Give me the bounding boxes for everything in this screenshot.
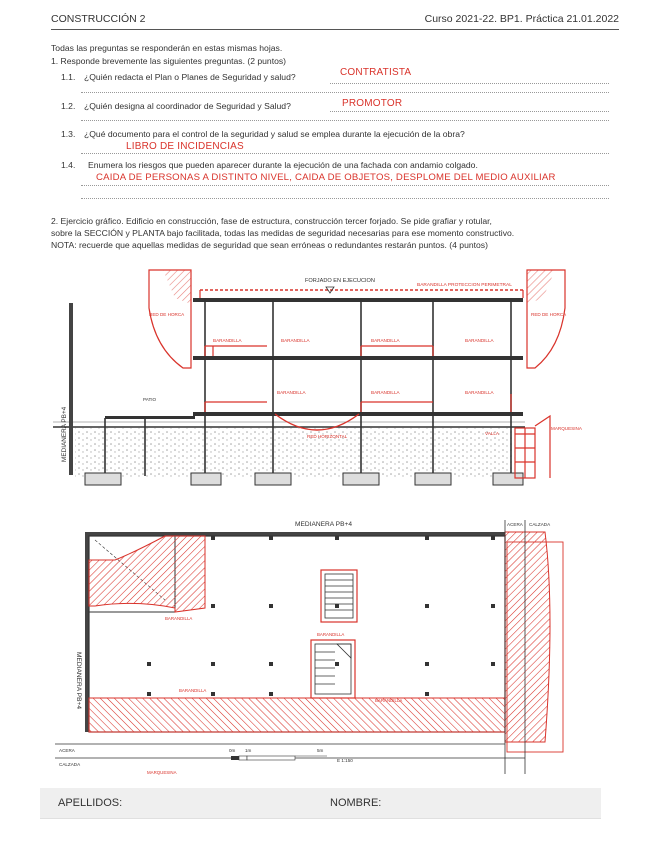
q1-1-answer-line [330, 83, 609, 84]
plan-label-marquesina: MARQUESINA [147, 770, 177, 775]
header-rule [51, 29, 619, 30]
q2-line-2: sobre la SECCIÓN y PLANTA bajo facilitada, todas las medidas de seguridad necesarias para ese momento constructivo. [51, 228, 515, 238]
q1-1-question: ¿Quién redacta el Plan o Planes de Seguridad y salud? [84, 72, 296, 82]
label-red-right: RED DE HORCA [531, 312, 567, 317]
label-medianera-section: MEDIANERA PB+4 [61, 406, 68, 462]
site-hoarding [515, 416, 550, 478]
q1-2-question: ¿Quién designa al coordinador de Seguridad y Salud? [84, 101, 291, 111]
q1-2-answer[interactable]: PROMOTOR [342, 98, 403, 109]
q2-line-1: 2. Ejercicio gráfico. Edificio en construcción, fase de estructura, construcción tercer forjado. Se pide grafiar y rotular, [51, 216, 492, 226]
slab-2 [193, 356, 523, 360]
label-forjado: FORJADO EN EJECUCION [305, 278, 375, 284]
q1-3-answer-line [81, 153, 609, 154]
label-barandilla-1: BARANDILLA [213, 338, 242, 343]
label-barandilla-5: BARANDILLA [277, 390, 306, 395]
q1-3-answer[interactable]: LIBRO DE INCIDENCIAS [126, 141, 244, 152]
q1-1-answer-line-2 [81, 92, 609, 93]
plan-label-calzada-side: CALZADA [529, 522, 551, 527]
patio-slab [105, 416, 195, 419]
q1-3-number: 1.3. [61, 129, 76, 139]
q2-line-3: NOTA: recuerde que aquellas medidas de seguridad que sean erróneas o redundantes restarán puntos. (4 puntos) [51, 240, 488, 250]
plan-label-barandilla-4: BARANDILLA [375, 698, 403, 703]
student-info-bar [40, 788, 601, 819]
party-wall [69, 303, 73, 475]
slab-3 [193, 298, 523, 302]
plan-label-acera-front: ACERA [59, 748, 75, 753]
scale-1: 1m [245, 748, 252, 753]
label-perimeter-railing: BARANDILLA PROTECCION PERIMETRAL [417, 283, 512, 288]
plan-drawing[interactable] [55, 512, 595, 784]
q1-2-answer-line [330, 111, 609, 112]
q1-2-number: 1.2. [61, 101, 76, 111]
q1-1-number: 1.1. [61, 72, 76, 82]
q1-4-number: 1.4. [61, 160, 76, 170]
course-title: CONSTRUCCIÓN 2 [51, 13, 146, 25]
q1-2-answer-line-2 [81, 120, 609, 121]
q1-4-answer[interactable]: CAIDA DE PERSONAS A DISTINTO NIVEL, CAIDA DE OBJETOS, DESPLOME DEL MEDIO AUXILIAR [96, 172, 556, 183]
label-barandilla-3: BARANDILLA [371, 338, 400, 343]
label-valla: VALLA [485, 431, 499, 436]
ground-fill [75, 427, 515, 477]
nombre-label: NOMBRE: [330, 797, 382, 809]
q1-title: 1. Responde brevemente las siguientes preguntas. (2 puntos) [51, 56, 287, 66]
label-barandilla-6: BARANDILLA [371, 390, 400, 395]
plan-label-barandilla-3: BARANDILLA [179, 688, 207, 693]
plan-label-acera-side: ACERA [507, 522, 523, 527]
safety-net-right-hatch [527, 270, 555, 304]
label-barandilla-7: BARANDILLA [465, 390, 494, 395]
plan-net-side [505, 532, 550, 742]
plan-net-front [89, 698, 505, 732]
scale-0: 0m [229, 748, 236, 753]
section-drawing[interactable] [45, 268, 605, 500]
plan-label-medianera-top: MEDIANERA PB+4 [295, 521, 352, 528]
plan-label-barandilla-1: BARANDILLA [165, 616, 193, 621]
scale-ratio: E 1:150 [337, 758, 353, 763]
label-red-horizontal: RED HORIZONTAL [307, 434, 348, 439]
safety-net-left-hatch [163, 270, 191, 304]
q1-4-answer-line [81, 185, 609, 186]
label-red-left: RED DE HORCA [149, 312, 185, 317]
label-barandilla-2: BARANDILLA [281, 338, 310, 343]
plan-label-calzada-front: CALZADA [59, 762, 81, 767]
apellidos-label: APELLIDOS: [58, 797, 123, 809]
q1-4-answer-line-2 [81, 198, 609, 199]
q1-4-question: Enumera los riesgos que pueden aparecer durante la ejecución de una fachada con andamio colgado. [88, 160, 478, 170]
intro-text: Todas las preguntas se responderán en estas mismas hojas. [51, 43, 283, 53]
stair-railings [205, 346, 511, 412]
scale-5: 5m [317, 748, 324, 753]
plan-net-patio [89, 536, 205, 612]
q1-1-answer[interactable]: CONTRATISTA [340, 67, 412, 78]
session-info: Curso 2021-22. BP1. Práctica 21.01.2022 [424, 13, 619, 25]
label-marquesina: MARQUESINA [551, 426, 582, 431]
plan-label-barandilla-2: BARANDILLA [317, 632, 345, 637]
label-barandilla-4: BARANDILLA [465, 338, 494, 343]
label-patio: PATIO [143, 397, 157, 402]
plan-label-medianera-left: MEDIANERA PB+4 [75, 652, 82, 709]
q1-3-question: ¿Qué documento para el control de la seguridad y salud se emplea durante la ejecución de la obra? [84, 129, 465, 139]
